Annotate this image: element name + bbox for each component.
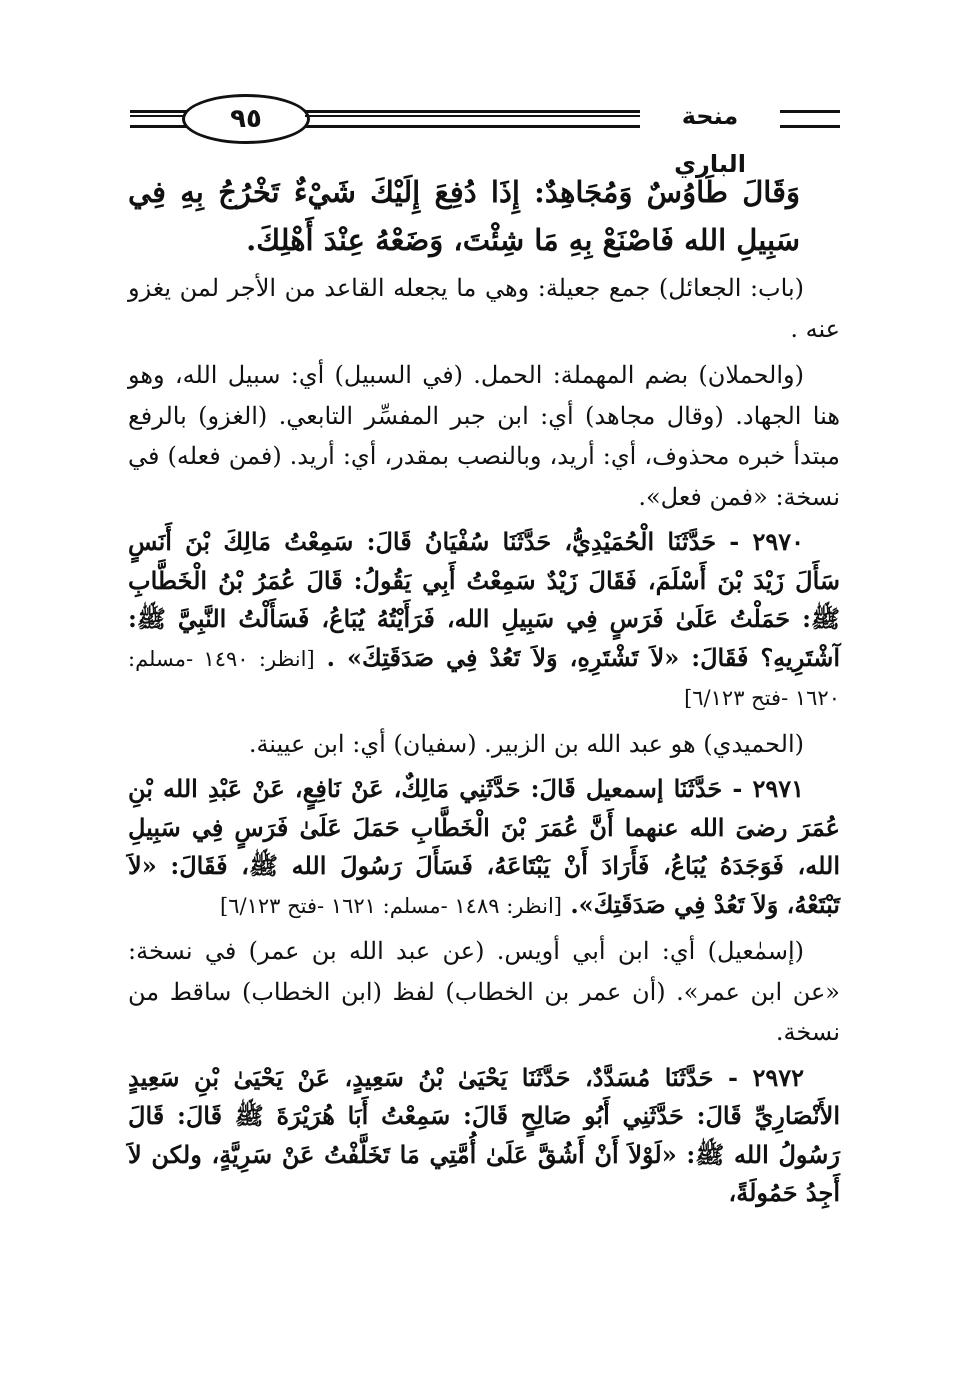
hadith-text: ٢٩٧٠ - حَدَّثَنَا الْحُمَيْدِيُّ، حَدَّثَنَا سُفْيَانُ قَالَ: سَمِعْتُ مَالِكَ بْنَ أَنَسٍ سَأَلَ زَيْدَ بْنَ أَسْلَمَ، فَقَالَ زَيْدٌ سَمِعْتُ أَبِي يَقُولُ: قَالَ عُمَرُ بْنُ الْخَطَّابِ ﷺ: حَمَلْتُ عَلَىٰ فَرَسٍ فِي سَبِيلِ الله، فَرَأَيْتُهُ يُبَاعُ، فَسَأَلْتُ النَّبِيَّ ﷺ: آشْتَرِيهِ؟ فَقَالَ: «لاَ تَشْتَرِهِ، وَلاَ تَعُدْ فِي صَدَقَتِكَ» . <box>128 527 840 672</box>
commentary-paragraph: (الحميدي) هو عبد الله بن الزبير. (سفيان) أي: ابن عيينة. <box>248 729 804 758</box>
quoted-text: وَقَالَ طَاوُسٌ وَمُجَاهِدٌ: إِذَا دُفِعَ إِلَيْكَ شَيْءٌ تَخْرُجُ بِهِ فِي سَبِيلِ الله فَاصْنَعْ بِهِ مَا شِئْتَ، وَضَعْهُ عِنْدَ أَهْلِكَ. <box>128 175 800 257</box>
hadith-reference: [انظر: ١٤٨٩ -مسلم: ١٦٢١ -فتح ٦/١٢٣] <box>220 893 562 918</box>
hadith-2971 <box>128 770 840 925</box>
header-rule-middle <box>305 110 640 128</box>
hadith-text: ٢٩٧٢ - حَدَّثَنَا مُسَدَّدٌ، حَدَّثَنَا يَحْيَىٰ بْنُ سَعِيدٍ، عَنْ يَحْيَىٰ بْنِ سَعِيدٍ الأَنْصَارِيِّ قَالَ: حَدَّثَنِي أَبُو صَالِحٍ قَالَ: سَمِعْتُ أَبَا هُرَيْرَةَ ﷺ قَالَ: قَالَ رَسُولُ الله ﷺ: «لَوْلاَ أَنْ أَشُقَّ عَلَىٰ أُمَّتِي مَا تَخَلَّفْتُ عَنْ سَرِيَّةٍ، ولكن لاَ أَجِدُ حَمُولَةً، <box>128 1062 840 1207</box>
hadith-reference: [انظر: ١٤٩٠ -مسلم: ١٦٢٠ -فتح ٦/١٢٣] <box>128 646 840 710</box>
header-rule-right <box>780 110 840 128</box>
header-rule-left <box>130 110 190 128</box>
commentary-paragraph: (والحملان) بضم المهملة: الحمل. (في السبيل) أي: سبيل الله، وهو هنا الجهاد. (وقال مجاهد) أي: ابن جبر المفسِّر التابعي. (الغزو) بالرفع مبتدأ خبره محذوف، أي: أريد، وبالنصب بمقدر، أي: أريد. (فمن فعله) في نسخة: «فمن فعل». <box>128 361 840 511</box>
page-number: ٩٥ <box>182 94 310 144</box>
commentary-paragraph: (إسمٰعيل) أي: ابن أبي أويس. (عن عبد الله بن عمر) في نسخة: «عن ابن عمر». (أن عمر بن الخطاب) لفظ (ابن الخطاب) ساقط من نسخة. <box>128 937 840 1046</box>
hadith-text: ٢٩٧١ - حَدَّثَنَا إسمعيل قَالَ: حَدَّثَنِي مَالِكٌ، عَنْ نَافِعٍ، عَنْ عَبْدِ الله بْنِ عُمَرَ رضىَ الله عنهما أَنَّ عُمَرَ بْنَ الْخَطَّابِ حَمَلَ عَلَىٰ فَرَسٍ فِي سَبِيلِ الله، فَوَجَدَهُ يُبَاعُ، فَأَرَادَ أَنْ يَبْتَاعَهُ، فَسَأَلَ رَسُولَ الله ﷺ، فَقَالَ: «لاَ تَبْتَعْهُ، وَلاَ تَعُدْ فِي صَدَقَتِكَ». <box>128 774 840 919</box>
book-title: منحة الباري <box>674 102 746 178</box>
page-header <box>130 92 840 178</box>
commentary-paragraph: (باب: الجعائل) جمع جعيلة: وهي ما يجعله القاعد من الأجر لمن يغزو عنه . <box>128 274 840 343</box>
page-body <box>128 168 840 1219</box>
hadith-2970 <box>128 523 840 718</box>
hadith-2972 <box>128 1059 840 1213</box>
